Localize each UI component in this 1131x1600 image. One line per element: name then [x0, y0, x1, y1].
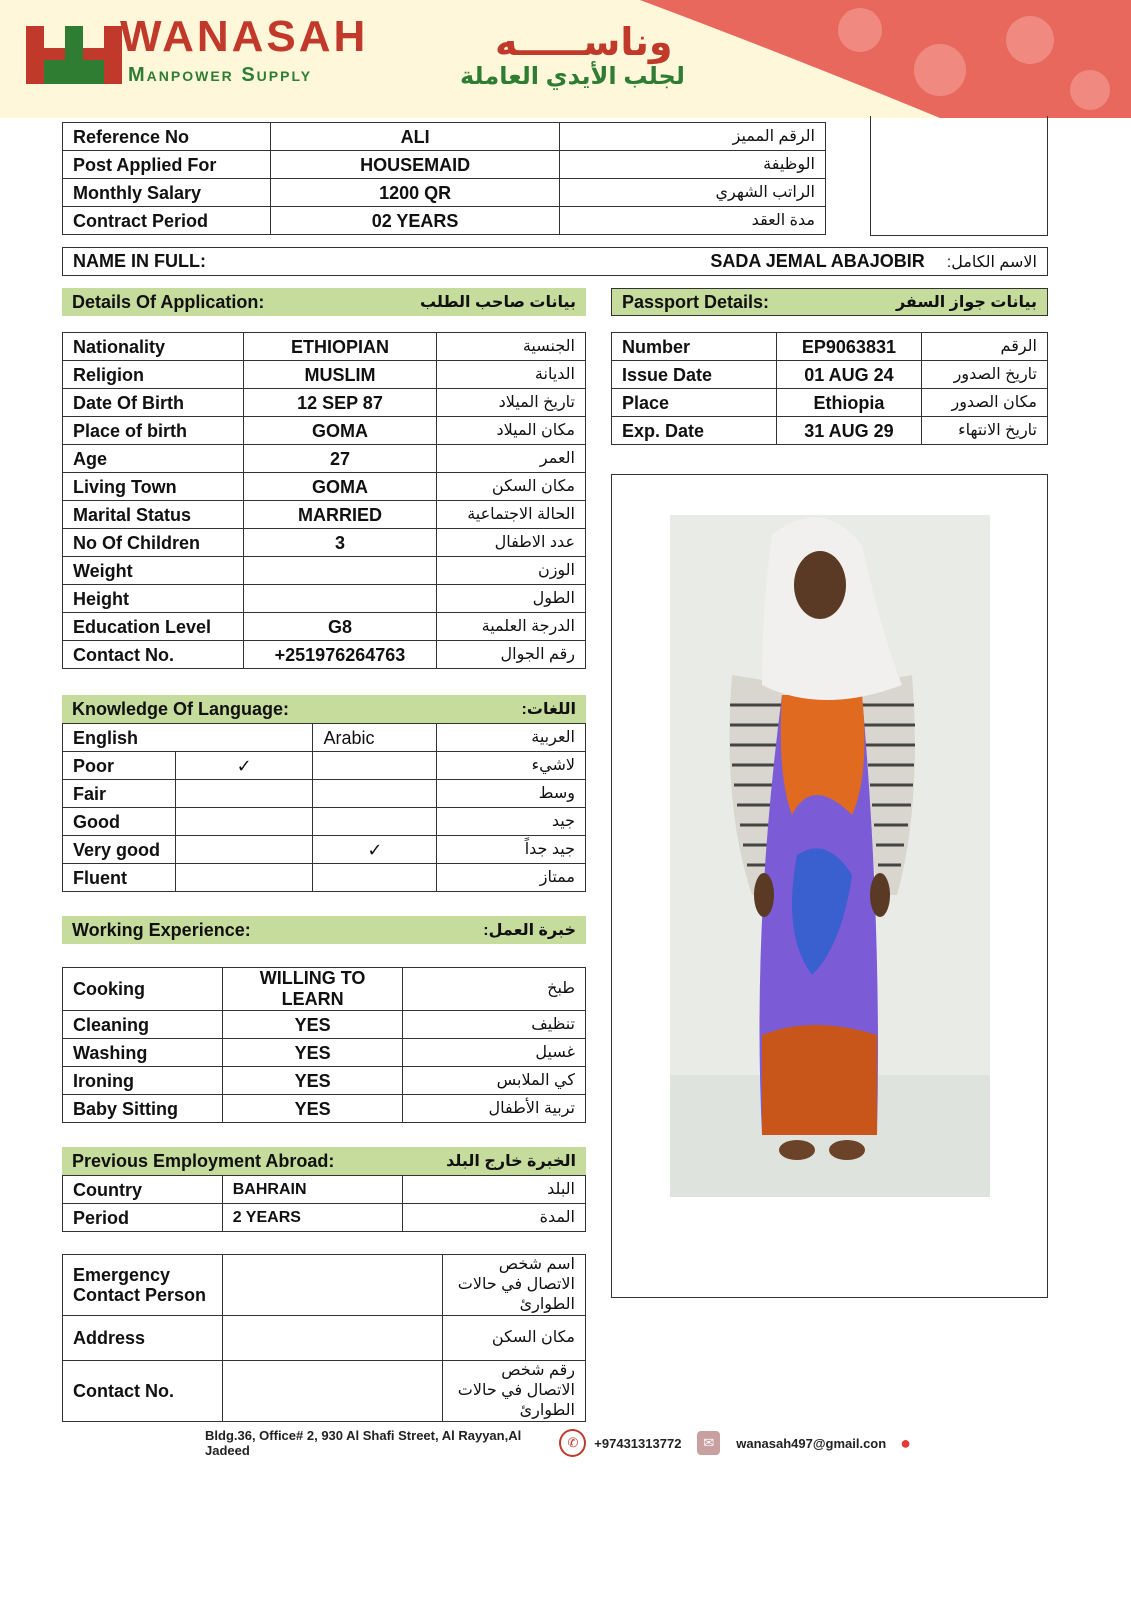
field-label: Nationality — [63, 333, 244, 361]
field-value: 02 YEARS — [270, 207, 560, 235]
field-label: Issue Date — [612, 361, 777, 389]
field-value: 12 SEP 87 — [243, 389, 437, 417]
field-label-arabic: الرقم المميز — [560, 123, 826, 151]
company-name: WANASAH — [120, 12, 369, 61]
arabic-check — [313, 864, 437, 892]
field-label: Emergency Contact Person — [63, 1255, 223, 1316]
language-level: Very good — [63, 836, 176, 864]
field-label: Age — [63, 445, 244, 473]
field-label-arabic: تاريخ الانتهاء — [922, 417, 1048, 445]
language-level-arabic: ممتاز — [437, 864, 586, 892]
language-col-english: English — [63, 724, 313, 752]
photo-placeholder-box — [870, 116, 1048, 236]
application-row — [63, 641, 586, 669]
field-value: YES — [222, 1039, 403, 1067]
language-level: Good — [63, 808, 176, 836]
footer-address: Bldg.36, Office# 2, 930 Al Shafi Street, Al Rayyan,Al Jadeed — [205, 1428, 522, 1458]
field-label: Marital Status — [63, 501, 244, 529]
language-table — [62, 723, 586, 892]
field-label: Weight — [63, 557, 244, 585]
previous-section-title-arabic: الخبرة خارج البلد — [446, 1153, 576, 1170]
field-label-arabic: مكان السكن — [437, 473, 586, 501]
language-col-arabic: Arabic — [313, 724, 437, 752]
application-section-header — [62, 288, 586, 316]
application-row — [63, 417, 586, 445]
passport-row — [612, 417, 1048, 445]
application-row — [63, 501, 586, 529]
field-label-arabic: الجنسية — [437, 333, 586, 361]
field-label-arabic: عدد الاطفال — [437, 529, 586, 557]
field-value: MUSLIM — [243, 361, 437, 389]
application-row — [63, 613, 586, 641]
footer-contact-bar — [205, 1428, 925, 1458]
field-label: Country — [63, 1176, 223, 1204]
field-value: YES — [222, 1011, 403, 1039]
field-label-arabic: الرقم — [922, 333, 1048, 361]
arabic-check — [313, 752, 437, 780]
field-label-arabic: الوزن — [437, 557, 586, 585]
field-label: Ironing — [63, 1067, 223, 1095]
field-label-arabic: كي الملابس — [403, 1067, 586, 1095]
language-level: Fluent — [63, 864, 176, 892]
info-row — [63, 207, 826, 235]
field-label-arabic: تنظيف — [403, 1011, 586, 1039]
arabic-check — [313, 808, 437, 836]
english-check — [175, 836, 313, 864]
language-row — [63, 752, 586, 780]
field-label: Contract Period — [63, 207, 271, 235]
previous-section-header — [62, 1147, 586, 1175]
previous-row — [63, 1176, 586, 1204]
field-value: Ethiopia — [776, 389, 922, 417]
field-label: Place of birth — [63, 417, 244, 445]
field-label: Contact No. — [63, 641, 244, 669]
language-level-arabic: لاشيء — [437, 752, 586, 780]
previous-employment-table — [62, 1175, 586, 1232]
field-value: MARRIED — [243, 501, 437, 529]
full-name-row — [62, 247, 1048, 276]
previous-section-title: Previous Employment Abroad: — [72, 1150, 335, 1171]
full-name-label: NAME IN FULL: — [73, 251, 206, 271]
field-value: G8 — [243, 613, 437, 641]
field-label: Number — [612, 333, 777, 361]
passport-table — [611, 332, 1048, 445]
phone-icon: ✆ — [559, 1429, 586, 1457]
emergency-row — [63, 1316, 586, 1361]
field-value: 3 — [243, 529, 437, 557]
field-label: Date Of Birth — [63, 389, 244, 417]
info-row — [63, 179, 826, 207]
field-label-arabic: الديانة — [437, 361, 586, 389]
field-label: Contact No. — [63, 1361, 223, 1422]
field-label: Cooking — [63, 968, 223, 1011]
english-check: ✓ — [175, 752, 313, 780]
field-value: 1200 QR — [270, 179, 560, 207]
field-label-arabic: تاريخ الصدور — [922, 361, 1048, 389]
field-value: WILLING TO LEARN — [222, 968, 403, 1011]
field-value — [222, 1316, 442, 1361]
language-section-title: Knowledge Of Language: — [72, 698, 290, 719]
emergency-row — [63, 1255, 586, 1316]
field-label-arabic: مكان الصدور — [922, 389, 1048, 417]
field-value: YES — [222, 1067, 403, 1095]
arabic-check — [313, 780, 437, 808]
field-label-arabic: غسيل — [403, 1039, 586, 1067]
field-label: Address — [63, 1316, 223, 1361]
location-pin-icon: ● — [900, 1432, 912, 1453]
letterhead — [0, 0, 1131, 118]
application-row — [63, 529, 586, 557]
experience-table — [62, 967, 586, 1123]
field-value: +251976264763 — [243, 641, 437, 669]
field-label-arabic: مكان الميلاد — [437, 417, 586, 445]
field-label-arabic: الدرجة العلمية — [437, 613, 586, 641]
info-row — [63, 151, 826, 179]
english-check — [175, 780, 313, 808]
field-value — [222, 1361, 442, 1422]
full-name-label-arabic: الاسم الكامل: — [946, 253, 1037, 271]
experience-row — [63, 968, 586, 1011]
field-label: Height — [63, 585, 244, 613]
applicant-photo-frame — [611, 474, 1048, 1298]
experience-row — [63, 1039, 586, 1067]
passport-row — [612, 389, 1048, 417]
application-row — [63, 361, 586, 389]
passport-section-title-arabic: بيانات جواز السفر — [895, 294, 1037, 311]
experience-row — [63, 1067, 586, 1095]
language-row — [63, 780, 586, 808]
field-label: Living Town — [63, 473, 244, 501]
field-label: Period — [63, 1204, 223, 1232]
field-label-arabic: مدة العقد — [560, 207, 826, 235]
field-value: HOUSEMAID — [270, 151, 560, 179]
field-value: 2 YEARS — [222, 1204, 403, 1232]
passport-row — [612, 333, 1048, 361]
english-check — [175, 864, 313, 892]
field-label-arabic: الوظيفة — [560, 151, 826, 179]
field-label: Baby Sitting — [63, 1095, 223, 1123]
field-label-arabic: مكان السكن — [443, 1316, 586, 1361]
application-row — [63, 473, 586, 501]
field-value: 01 AUG 24 — [776, 361, 922, 389]
field-value: EP9063831 — [776, 333, 922, 361]
field-value — [222, 1255, 442, 1316]
field-label-arabic: الطول — [437, 585, 586, 613]
field-label-arabic: طبخ — [403, 968, 586, 1011]
language-section-header — [62, 695, 586, 723]
company-logo-icon — [26, 26, 122, 84]
email-icon: ✉ — [697, 1431, 720, 1455]
language-row — [63, 808, 586, 836]
field-label-arabic: رقم الجوال — [437, 641, 586, 669]
field-label-arabic: تاريخ الميلاد — [437, 389, 586, 417]
application-row — [63, 333, 586, 361]
field-label-arabic: الحالة الاجتماعية — [437, 501, 586, 529]
company-name-arabic: وناســـــه — [495, 22, 673, 64]
arabic-check: ✓ — [313, 836, 437, 864]
application-table — [62, 332, 586, 669]
footer-email[interactable]: wanasah497@gmail.con — [736, 1435, 887, 1451]
previous-row — [63, 1204, 586, 1232]
emergency-row — [63, 1361, 586, 1422]
language-col-arabic-ar: العربية — [437, 724, 586, 752]
field-label: Post Applied For — [63, 151, 271, 179]
application-row — [63, 389, 586, 417]
field-value: GOMA — [243, 417, 437, 445]
field-value: ALI — [270, 123, 560, 151]
passport-section-title: Passport Details: — [622, 291, 770, 312]
experience-section-header — [62, 916, 586, 944]
passport-section-header — [611, 288, 1048, 316]
application-row — [63, 445, 586, 473]
experience-row — [63, 1011, 586, 1039]
applicant-photo — [612, 475, 1047, 1297]
application-section-title-arabic: بيانات صاحب الطلب — [419, 294, 576, 311]
experience-section-title: Working Experience: — [72, 919, 251, 940]
language-level: Fair — [63, 780, 176, 808]
field-label-arabic: المدة — [403, 1204, 586, 1232]
language-level-arabic: جيد جداً — [437, 836, 586, 864]
application-section-title: Details Of Application: — [72, 291, 265, 312]
experience-section-title-arabic: خبرة العمل: — [483, 922, 576, 939]
field-label: Education Level — [63, 613, 244, 641]
passport-row — [612, 361, 1048, 389]
field-label: Washing — [63, 1039, 223, 1067]
footer-phone[interactable]: +97431313772 — [594, 1435, 682, 1451]
language-row — [63, 864, 586, 892]
field-value: ETHIOPIAN — [243, 333, 437, 361]
company-tagline: Manpower Supply — [128, 64, 313, 86]
application-row — [63, 557, 586, 585]
field-value: BAHRAIN — [222, 1176, 403, 1204]
experience-row — [63, 1095, 586, 1123]
field-value: 27 — [243, 445, 437, 473]
language-level: Poor — [63, 752, 176, 780]
field-value: YES — [222, 1095, 403, 1123]
english-check — [175, 808, 313, 836]
field-label-arabic: تربية الأطفال — [403, 1095, 586, 1123]
info-row — [63, 123, 826, 151]
field-label-arabic: الراتب الشهري — [560, 179, 826, 207]
field-value — [243, 585, 437, 613]
job-info-table — [62, 122, 826, 235]
field-value — [243, 557, 437, 585]
company-tagline-arabic: لجلب الأيدي العاملة — [460, 63, 685, 90]
field-label: No Of Children — [63, 529, 244, 557]
language-section-title-arabic: اللغات: — [521, 701, 576, 718]
field-label: Monthly Salary — [63, 179, 271, 207]
field-label: Cleaning — [63, 1011, 223, 1039]
language-header-row — [63, 724, 586, 752]
language-level-arabic: جيد — [437, 808, 586, 836]
language-level-arabic: وسط — [437, 780, 586, 808]
field-label: Religion — [63, 361, 244, 389]
language-row — [63, 836, 586, 864]
field-label-arabic: البلد — [403, 1176, 586, 1204]
emergency-contact-table — [62, 1254, 586, 1422]
full-name-value: SADA JEMAL ABAJOBIR — [710, 251, 925, 271]
field-label-arabic: رقم شخص الاتصال في حالات الطوارئ — [443, 1361, 586, 1422]
field-label: Reference No — [63, 123, 271, 151]
field-label-arabic: العمر — [437, 445, 586, 473]
field-label: Place — [612, 389, 777, 417]
field-value: GOMA — [243, 473, 437, 501]
field-value: 31 AUG 29 — [776, 417, 922, 445]
field-label-arabic: اسم شخص الاتصال في حالات الطوارئ — [443, 1255, 586, 1316]
application-row — [63, 585, 586, 613]
field-label: Exp. Date — [612, 417, 777, 445]
